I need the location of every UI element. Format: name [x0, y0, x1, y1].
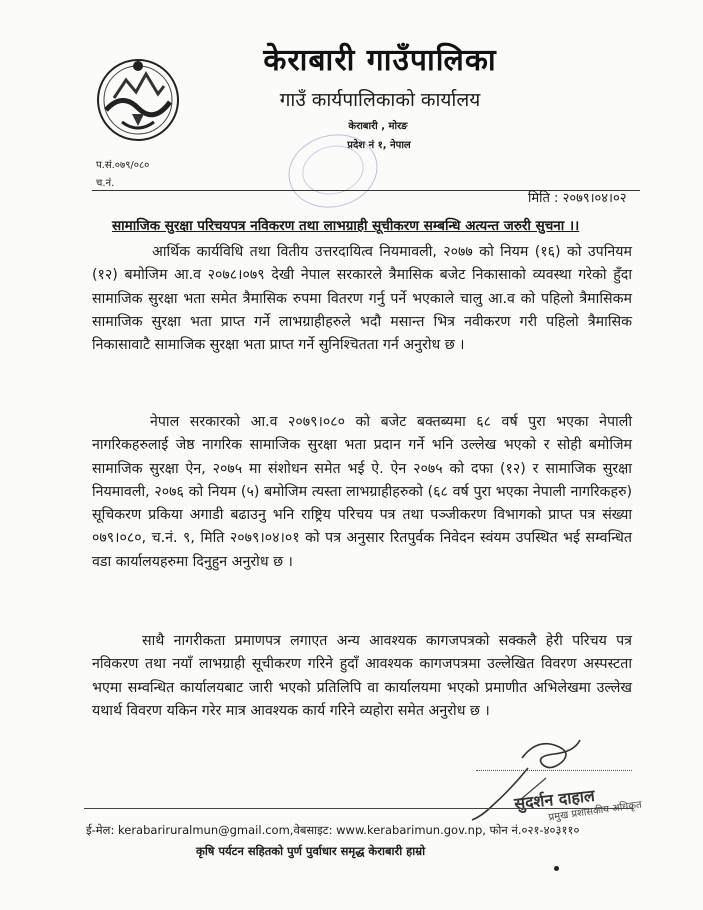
signatory-title: प्रमुख प्रशासकीय अधिकृत	[547, 799, 643, 824]
letter-date: मिति : २०७९।०४।०२	[528, 191, 627, 206]
organization-name: केराबारी गाउँपालिका	[263, 43, 497, 78]
signatory-name: सुदर्शन दाहाल	[513, 785, 596, 814]
address-line-2: प्रदेश नं १, नेपाल	[347, 140, 411, 151]
address-line-1: केराबारी , मोरङ	[348, 121, 408, 132]
subject-line: सामाजिक सुरक्षा परिचयपत्र नविकरण तथा लाभग्राही सूचीकरण सम्बन्धि अत्यन्त जरुरी सुचना ।।	[112, 218, 580, 234]
dispatch-number: च.नं.	[96, 178, 115, 189]
contact-info: ई-मेल: kerabariruralmun@gmail.com,वेबसाइट: www.kerabarimun.gov.np, फोन नं.०२१-४०३११०	[86, 823, 580, 837]
paragraph-2: नेपाल सरकारको आ.व २०७९।०८० को बजेट बक्तब्यमा ६८ वर्ष पुरा भएका नेपाली नागरिकहरुलाई जेष्ठ नागरिक सामाजिक सुरक्षा भता प्रदान गर्ने भनि उल्लेख भएको र सोही बमोजिम सामाजिक सुरक्षा ऐन, २०७५ मा संशोधन समेत भई ऐ. ऐन २०७५ को दफा (१२) र सामाजिक सुरक्षा नियमावली, २०७६ को नियम (५) बमोजिम त्यस्ता लाभग्राहीहरुको (६८ वर्ष पुरा भएका नेपाली नागरिकहरु) सूचिकरण प्रकिया अगाडी बढाउनु भनि राष्ट्रिय परिचय पत्र तथा पञ्जीकरण विभागको प्राप्त पत्र संख्या ०७९।०८०, च.नं. ९, मिति २०७९।०४।०१ को पत्र अनुसार रितपुर्वक निवेदन स्वंयम उपस्थित भई सम्वन्धित वडा कार्यालयहरुमा दिनुहुन अनुरोध छ ।	[92, 414, 632, 570]
signature-line	[476, 770, 632, 771]
letter-number: प.सं.०७९/०८०	[96, 160, 150, 171]
ink-dot	[554, 866, 559, 871]
nepal-emblem-icon	[92, 52, 184, 144]
footer-divider	[84, 808, 634, 809]
paragraph-3: साथै नागरीकता प्रमाणपत्र लगाएत अन्य आवश्यक कागजपत्रको सक्कलै हेरी परिचय पत्र नविकरण तथा नयाँ लाभग्राही सूचीकरण गरिने हुदाँ आवश्यक कागजपत्रमा उल्लेखित विवरण अस्पस्टता भएमा सम्वन्धित कार्यालयबाट जारी भएको प्रतिलिपि वा कार्यालयमा भएको प्रमाणीत अभिलेखमा उल्लेख यथार्थ विवरण यकिन गरेर मात्र आवश्यक कार्य गरिने व्यहोरा समेत अनुरोध छ ।	[92, 633, 632, 719]
office-name: गाउँ कार्यपालिकाको कार्यालय	[279, 89, 481, 111]
paragraph-1: आर्थिक कार्यविधि तथा वितीय उत्तरदायित्व नियमावली, २०७७ को नियम (१६) को उपनियम (१२) बमोजिम आ.व २०७८।०७९ देखी नेपाल सरकारले त्रैमासिक बजेट निकासाको व्यवस्था गरेको हुँदा सामाजिक सुरक्षा भता समेत त्रैमासिक रुपमा वितरण गर्नु पर्ने भएकाले चालु आ.व को पहिलो त्रैमासिकम सामाजिक सुरक्षा भता प्राप्त गर्ने लाभग्राहीहरुले भदौ मसान्त भित्र नवीकरण गरी पहिलो त्रैमासिक निकासावाटै सामाजिक सुरक्षा भता प्राप्त गर्ने सुनिश्चितता गर्न अनुरोध छ ।	[92, 244, 632, 354]
office-motto: कृषि पर्यटन सहितको पुर्ण पुर्वाधार समृद्ध केराबारी हाम्रो	[196, 844, 426, 858]
